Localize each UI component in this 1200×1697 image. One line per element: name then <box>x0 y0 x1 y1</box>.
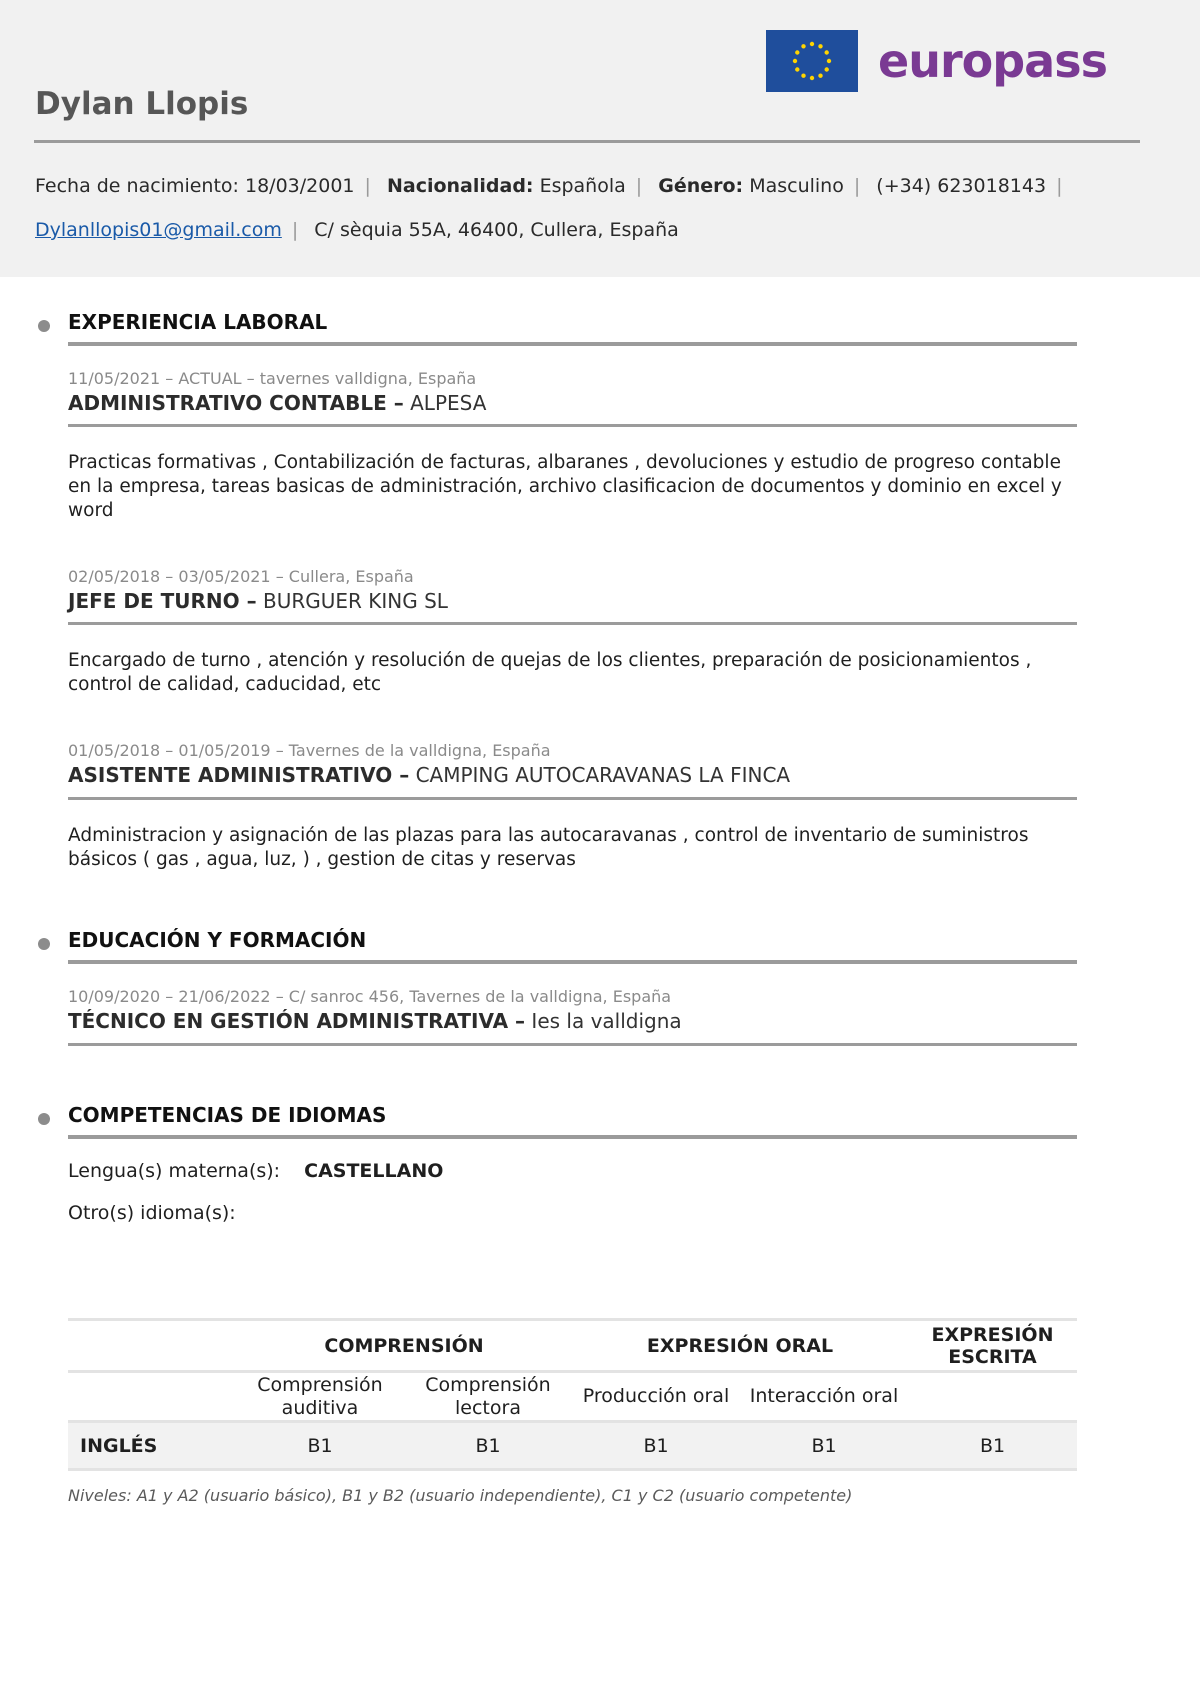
subheader-escrita-empty <box>908 1372 1077 1422</box>
section-title: EDUCACIÓN Y FORMACIÓN <box>68 928 367 952</box>
job-role: JEFE DE TURNO – <box>68 589 257 613</box>
experience-entry-title <box>68 763 790 787</box>
separator: | <box>1056 175 1063 197</box>
entry-divider <box>68 1043 1077 1046</box>
level-interaccion: B1 <box>811 1434 837 1457</box>
section-divider <box>68 1135 1077 1139</box>
levels-footnote: Niveles: A1 y A2 (usuario básico), B1 y B2 (usuario independiente), C1 y C2 (usuario competente) <box>68 1486 853 1505</box>
experience-entry-description: Practicas formativas , Contabilización de facturas, albaranes , devoluciones y estudio de progreso contable en la empresa, tareas basicas de administración, archivo clasificacion de documentos y dominio en excel y word <box>68 452 1062 521</box>
company-name: BURGUER KING SL <box>262 589 448 613</box>
separator: | <box>635 175 643 197</box>
separator: | <box>364 175 371 197</box>
experience-section-header <box>68 310 1077 346</box>
separator: | <box>853 175 861 197</box>
language-skills-table <box>68 1318 1077 1471</box>
header <box>0 0 1200 277</box>
email-link[interactable]: Dylanllopis01@gmail.com <box>35 219 282 241</box>
subheader-interaccion: Interacción oral <box>749 1385 899 1407</box>
gender-value: Masculino <box>749 175 844 197</box>
section-title: EXPERIENCIA LABORAL <box>68 310 328 334</box>
section-bullet-icon <box>38 320 50 332</box>
job-role: ADMINISTRATIVO CONTABLE – <box>68 391 404 415</box>
birth-label: Fecha de nacimiento: <box>35 175 239 197</box>
education-section-header <box>68 928 1077 964</box>
section-divider <box>68 342 1077 346</box>
level-escrita: B1 <box>979 1434 1006 1457</box>
subheader-auditiva: Comprensión auditiva <box>257 1373 383 1419</box>
nationality-value: Española <box>539 175 626 197</box>
section-bullet-icon <box>38 938 50 950</box>
degree-title: TÉCNICO EN GESTIÓN ADMINISTRATIVA – <box>68 1009 526 1033</box>
experience-entry-title <box>68 589 448 613</box>
company-name: ALPESA <box>410 391 487 415</box>
table-subheader-row <box>68 1372 1077 1422</box>
entry-divider <box>68 797 1077 800</box>
institution-name: Ies la valldigna <box>531 1009 682 1033</box>
header-comprension: COMPRENSIÓN <box>324 1334 484 1357</box>
company-name: CAMPING AUTOCARAVANAS LA FINCA <box>415 763 791 787</box>
birth-value: 18/03/2001 <box>245 175 355 197</box>
phone-number: (+34) 623018143 <box>876 175 1047 197</box>
level-produccion: B1 <box>643 1434 669 1457</box>
section-title: COMPETENCIAS DE IDIOMAS <box>68 1103 387 1127</box>
section-bullet-icon <box>38 1113 50 1125</box>
other-languages-label: Otro(s) idioma(s): <box>68 1202 236 1224</box>
mother-tongue-value: CASTELLANO <box>304 1160 444 1182</box>
level-lectora: B1 <box>475 1434 501 1457</box>
gender-label: Género: <box>658 175 744 197</box>
table-header-empty <box>68 1320 236 1372</box>
level-auditiva: B1 <box>307 1434 333 1457</box>
experience-entry-meta: 11/05/2021 – ACTUAL – tavernes valldigna, España <box>68 369 477 388</box>
personal-info-line-1 <box>35 175 1072 197</box>
mother-tongue-label: Lengua(s) materna(s): <box>68 1160 281 1182</box>
personal-info-line-2 <box>35 219 679 241</box>
education-entry-title <box>68 1009 682 1033</box>
nationality-label: Nacionalidad: <box>386 175 534 197</box>
experience-entry-meta: 02/05/2018 – 03/05/2021 – Cullera, España <box>68 567 414 586</box>
entry-divider <box>68 622 1077 625</box>
subheader-lectora: Comprensión lectora <box>425 1373 551 1419</box>
subheader-produccion: Producción oral <box>582 1385 730 1407</box>
job-role: ASISTENTE ADMINISTRATIVO – <box>68 763 410 787</box>
header-expresion-oral: EXPRESIÓN ORAL <box>646 1334 834 1357</box>
experience-entry-description: Encargado de turno , atención y resolución de quejas de los clientes, preparación de posicionamientos , control de calidad, caducidad, etc <box>68 650 1032 695</box>
europass-logo <box>766 30 1107 92</box>
header-expresion-escrita: EXPRESIÓN ESCRITA <box>931 1323 1054 1368</box>
education-entry-meta: 10/09/2020 – 21/06/2022 – C/ sanroc 456, Tavernes de la valldigna, España <box>68 987 672 1006</box>
europass-wordmark: europass <box>878 34 1107 88</box>
table-row <box>68 1422 1077 1470</box>
table-header-row <box>68 1320 1077 1372</box>
section-divider <box>68 960 1077 964</box>
header-divider <box>34 140 1140 143</box>
entry-divider <box>68 424 1077 427</box>
experience-entry-description: Administracion y asignación de las plazas para las autocaravanas , control de inventario de suministros básicos ( gas , agua, luz, ) , gestion de citas y reservas <box>68 825 1029 870</box>
separator: | <box>291 219 299 241</box>
experience-entry-meta: 01/05/2018 – 01/05/2019 – Tavernes de la valldigna, España <box>68 741 551 760</box>
person-name: Dylan Llopis <box>35 86 249 122</box>
languages-section-header <box>68 1103 1077 1139</box>
address: C/ sèquia 55A, 46400, Cullera, España <box>314 219 679 241</box>
mother-tongue-line <box>68 1160 443 1182</box>
experience-entry-title <box>68 391 486 415</box>
language-name: INGLÉS <box>80 1434 158 1457</box>
table-subheader-empty <box>68 1372 236 1422</box>
eu-flag-icon <box>766 30 858 92</box>
